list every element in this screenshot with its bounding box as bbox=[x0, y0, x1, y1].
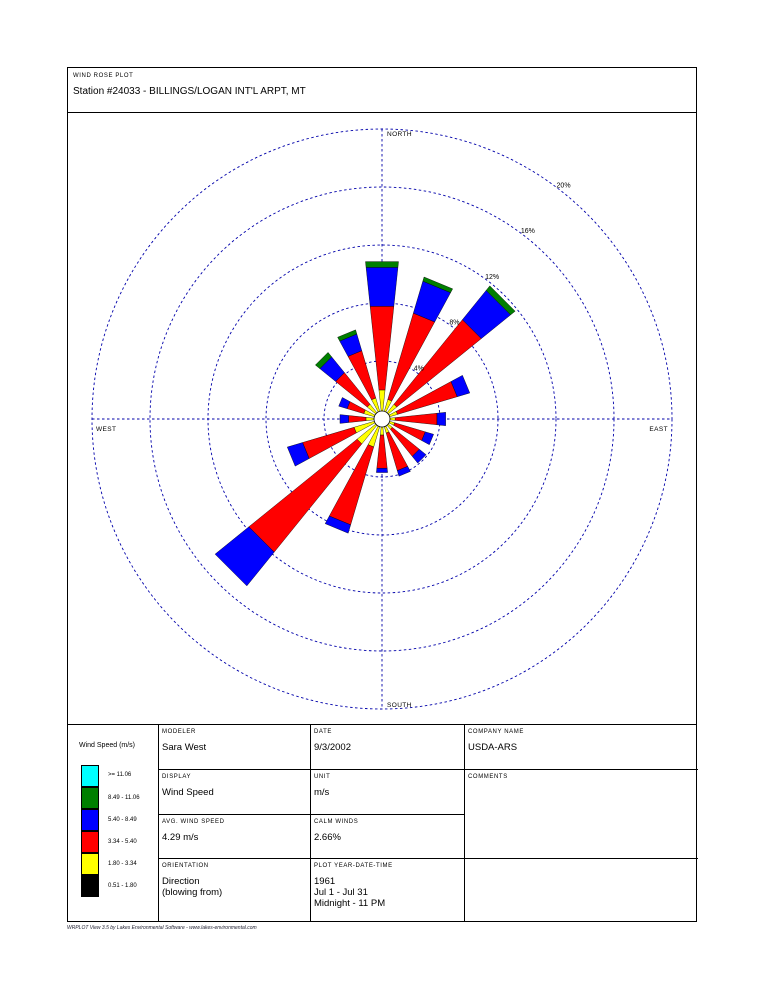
date-label: DATE bbox=[314, 729, 332, 735]
legend-label-4: 3.34 - 5.40 bbox=[108, 839, 137, 845]
company-value: USDA-ARS bbox=[468, 742, 518, 753]
period-hours: Midnight - 11 PM bbox=[314, 898, 386, 909]
legend-label-2: 8.49 - 11.06 bbox=[108, 795, 140, 801]
modeler-cell bbox=[159, 725, 310, 769]
period-value bbox=[314, 876, 385, 909]
period-cell bbox=[311, 859, 464, 921]
avg-speed-label: AVG. WIND SPEED bbox=[162, 819, 225, 825]
legend-swatch-3 bbox=[81, 809, 99, 831]
legend-swatch-1 bbox=[81, 765, 99, 787]
comments-label: COMMENTS bbox=[468, 774, 508, 780]
wind-rose-area bbox=[68, 113, 696, 725]
compass-north-label: NORTH bbox=[387, 131, 412, 138]
legend-label-5: 1.80 - 3.34 bbox=[108, 861, 137, 867]
ring-label-8: 8% bbox=[449, 319, 460, 327]
company-cell bbox=[465, 725, 698, 769]
petal-E-bin-3 bbox=[395, 413, 437, 425]
calm-winds-value: 2.66% bbox=[314, 832, 341, 843]
legend-swatch-2 bbox=[81, 787, 99, 809]
date-cell bbox=[311, 725, 464, 769]
petal-N-bin-3 bbox=[370, 306, 394, 390]
station-title: Station #24033 - BILLINGS/LOGAN INT'L ARPT, MT bbox=[73, 86, 306, 97]
ring-label-12: 12% bbox=[485, 273, 500, 281]
legend-title: Wind Speed (m/s) bbox=[79, 742, 136, 749]
period-label: PLOT YEAR-DATE-TIME bbox=[314, 863, 393, 869]
calm-circle bbox=[374, 411, 390, 427]
petal-S-bin-3 bbox=[377, 435, 387, 468]
avg-speed-cell bbox=[159, 815, 310, 858]
legend-swatch-4 bbox=[81, 831, 99, 853]
avg-speed-value: 4.29 m/s bbox=[162, 832, 199, 843]
legend-label-1: >= 11.06 bbox=[108, 772, 132, 778]
wind-speed-legend bbox=[68, 725, 159, 921]
modeler-label: MODELER bbox=[162, 729, 196, 735]
software-footer: WRPLOT View 3.5 by Lakes Environmental Software - www.lakes-environmental.com bbox=[67, 925, 257, 931]
display-cell bbox=[159, 770, 310, 814]
wind-rose-chart bbox=[68, 113, 696, 724]
petal-W-bin-3 bbox=[349, 415, 366, 422]
legend-label-6: 0.51 - 1.80 bbox=[108, 883, 137, 889]
ring-label-4: 4% bbox=[413, 365, 424, 373]
compass-east-label: EAST bbox=[649, 426, 668, 433]
orientation-line-1: Direction bbox=[162, 876, 200, 887]
orientation-cell bbox=[159, 859, 310, 921]
unit-label: UNIT bbox=[314, 774, 331, 780]
orientation-value bbox=[162, 876, 222, 898]
petal-N-bin-2 bbox=[379, 390, 385, 413]
modeler-value: Sara West bbox=[162, 742, 207, 753]
display-label: DISPLAY bbox=[162, 774, 192, 780]
calm-winds-cell bbox=[311, 815, 464, 858]
company-label: COMPANY NAME bbox=[468, 729, 524, 735]
ring-label-20: 20% bbox=[556, 182, 571, 190]
plot-header bbox=[68, 68, 696, 113]
display-value: Wind Speed bbox=[162, 787, 214, 798]
petal-W-bin-4 bbox=[340, 415, 349, 424]
plot-frame bbox=[67, 67, 697, 922]
compass-west-label: WEST bbox=[96, 426, 117, 433]
orientation-line-2: (blowing from) bbox=[162, 887, 223, 898]
petal-E-bin-4 bbox=[437, 412, 446, 425]
plot-type-label: WIND ROSE PLOT bbox=[73, 73, 134, 79]
period-year: 1961 bbox=[314, 876, 336, 887]
compass-south-label: SOUTH bbox=[387, 702, 412, 709]
period-dates: Jul 1 - Jul 31 bbox=[314, 887, 368, 898]
petal-S-bin-4 bbox=[376, 468, 387, 472]
petal-N-bin-5 bbox=[365, 262, 398, 268]
orientation-label: ORIENTATION bbox=[162, 863, 209, 869]
ring-label-16: 16% bbox=[520, 228, 535, 236]
info-table bbox=[68, 725, 696, 921]
comments-cell bbox=[465, 770, 698, 858]
legend-label-3: 5.40 - 8.49 bbox=[108, 817, 137, 823]
legend-swatch-6 bbox=[81, 875, 99, 897]
unit-cell bbox=[311, 770, 464, 814]
unit-value: m/s bbox=[314, 787, 330, 798]
petal-N-bin-4 bbox=[366, 267, 398, 306]
calm-winds-label: CALM WINDS bbox=[314, 819, 359, 825]
legend-swatch-5 bbox=[81, 853, 99, 875]
date-value: 9/3/2002 bbox=[314, 742, 351, 753]
